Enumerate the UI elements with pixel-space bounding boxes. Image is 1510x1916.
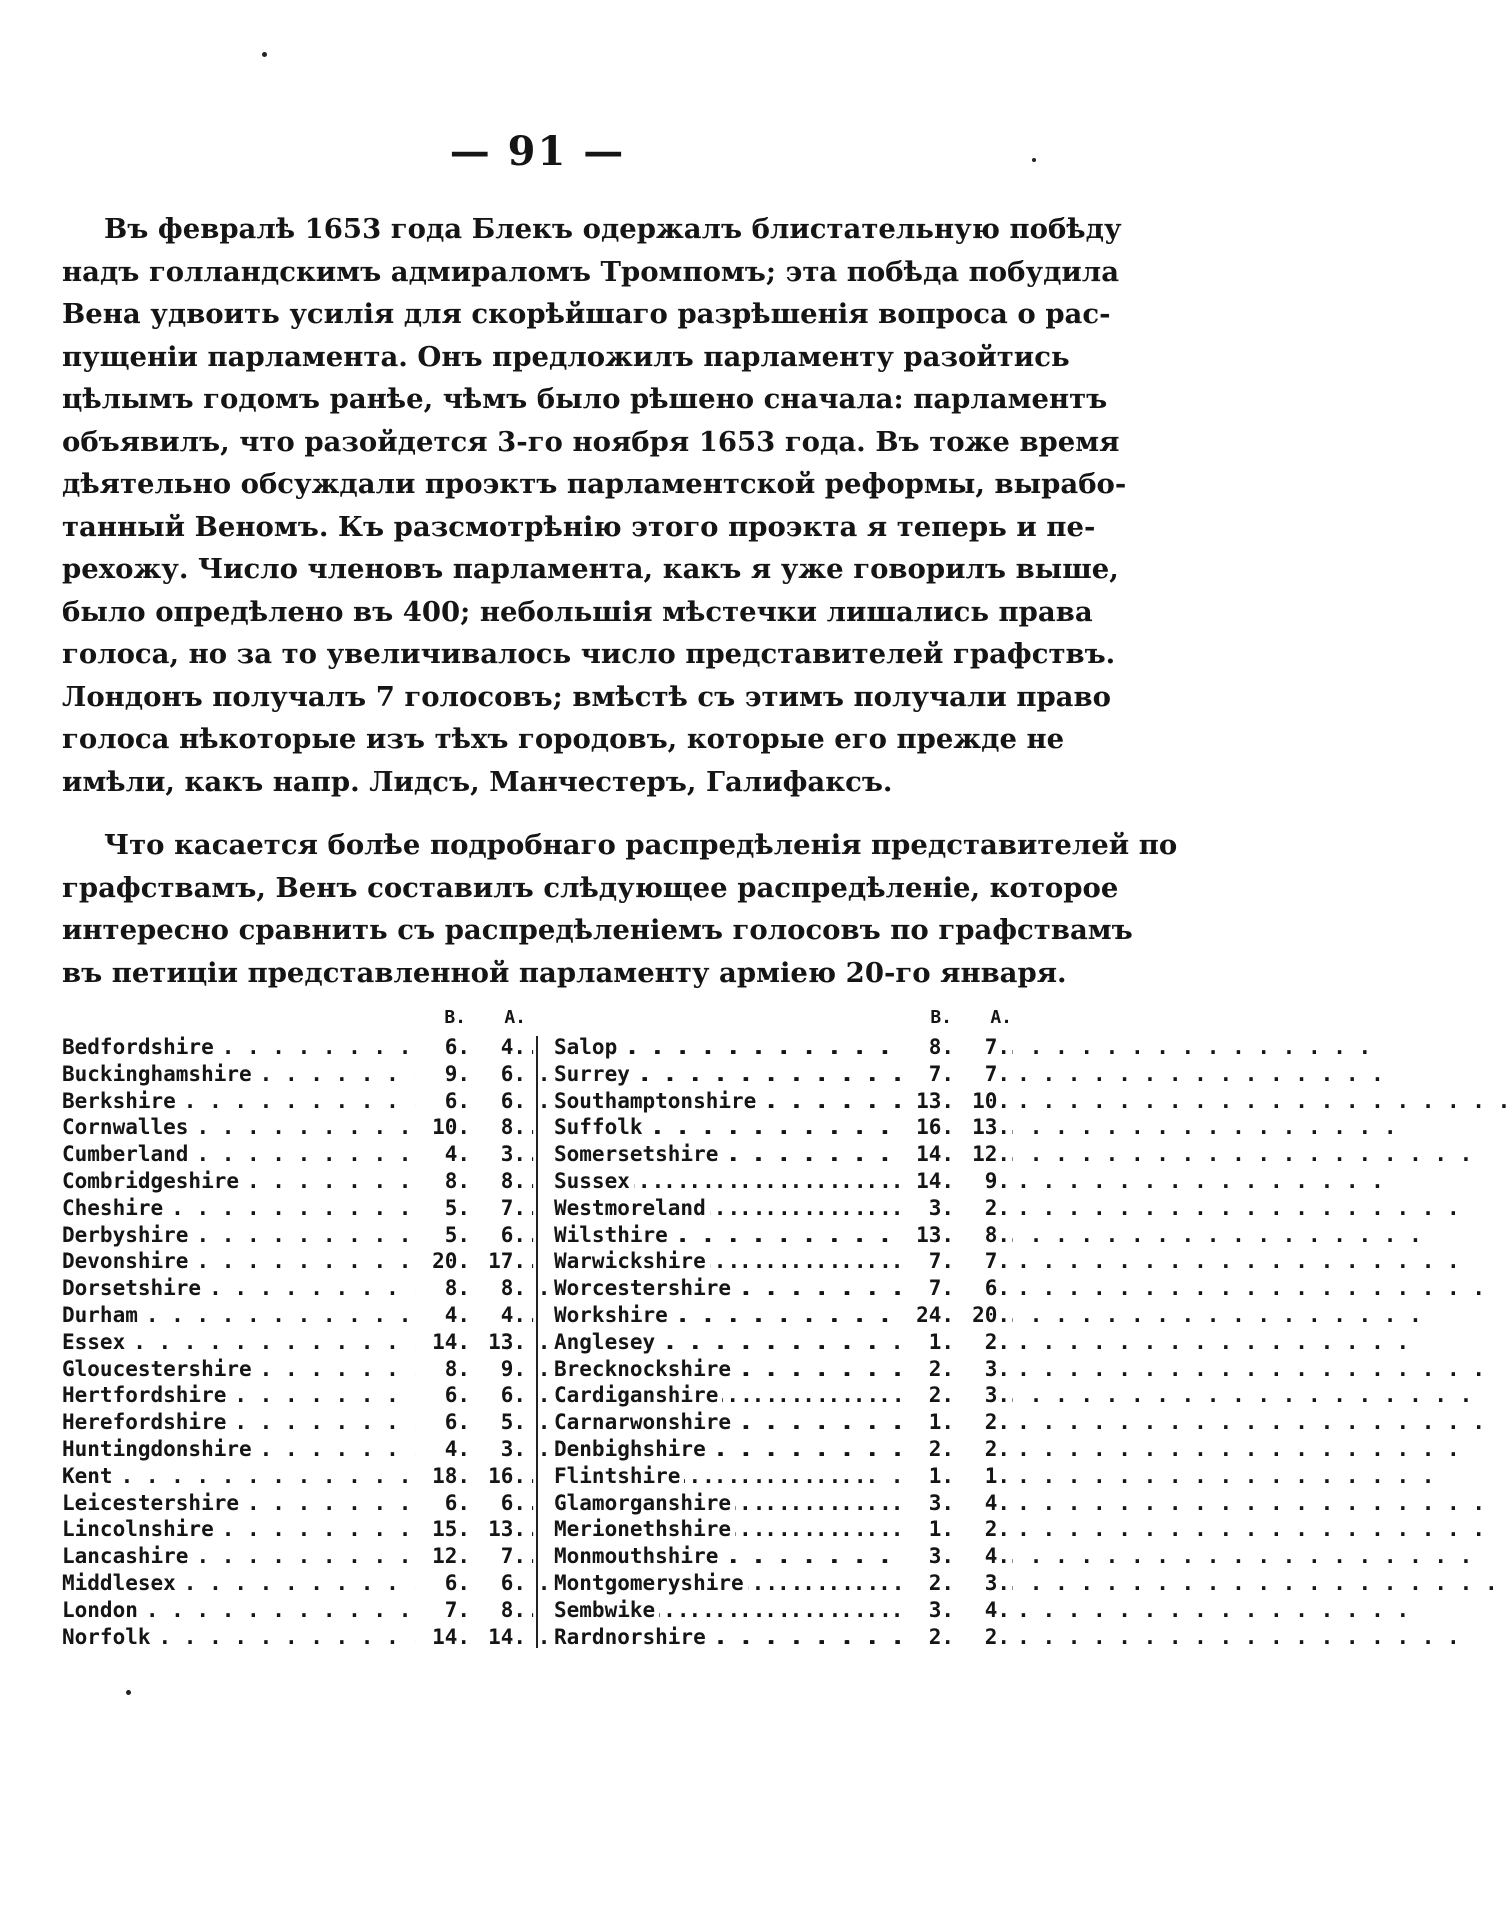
value-b: 3. [906,1195,954,1222]
value-b: 6. [416,1034,470,1061]
county-name: Cumberland [62,1142,192,1166]
county-name-cell [554,1088,906,1115]
value-b: 8. [416,1275,470,1302]
value-b: 5. [416,1195,470,1222]
value-a: 13. [470,1329,532,1356]
value-a: 6. [470,1570,532,1597]
value-a: 7. [954,1034,1012,1061]
county-name-cell [554,1463,906,1490]
county-name: Buckinghamshire [62,1062,256,1086]
value-a: 4. [470,1302,532,1329]
table-row [554,1382,1012,1409]
county-name-cell [62,1061,416,1088]
county-name-cell [62,1088,416,1115]
county-name-cell [554,1356,906,1383]
value-a: 7. [954,1248,1012,1275]
table-row [554,1490,1012,1517]
value-a: 8. [470,1597,532,1624]
table-row [554,1409,1012,1436]
value-b: 18. [416,1463,470,1490]
value-b: 2. [906,1570,954,1597]
county-name-cell [554,1302,906,1329]
table-row [554,1141,1012,1168]
county-name-cell [554,1382,906,1409]
county-name: Hertfordshire [62,1383,230,1407]
value-a: 2. [954,1624,1012,1651]
county-name: Anglesey [554,1330,659,1354]
county-name: Berkshire [62,1089,180,1113]
value-b: 6. [416,1570,470,1597]
value-a: 4. [954,1490,1012,1517]
value-b: 8. [416,1168,470,1195]
value-a: 16. [470,1463,532,1490]
county-name-cell [62,1624,416,1651]
table-row [62,1516,532,1543]
county-name-cell [62,1222,416,1249]
value-a: 6. [470,1222,532,1249]
table-row [62,1382,532,1409]
table-row [554,1302,1012,1329]
county-name-cell [62,1490,416,1517]
text-line: Что касается болѣе подробнаго распредѣленія представителей по [104,829,1178,861]
county-name-cell [62,1597,416,1624]
value-a: 14. [470,1624,532,1651]
paragraph-2 [62,824,1178,994]
value-a: 6. [470,1490,532,1517]
value-b: 7. [906,1248,954,1275]
value-b: 10. [416,1114,470,1141]
county-name-cell [62,1329,416,1356]
table-row [62,1275,532,1302]
value-b: 6. [416,1088,470,1115]
value-b: 12. [416,1543,470,1570]
column-header-b: В. [444,1007,466,1028]
county-name-cell [554,1436,906,1463]
county-name-cell [554,1248,906,1275]
county-name-cell [62,1248,416,1275]
county-name-cell [554,1543,906,1570]
county-name: Flintshire [554,1464,684,1488]
value-a: 4. [954,1543,1012,1570]
county-name-cell [554,1034,906,1061]
value-a: 1. [954,1463,1012,1490]
page-number: — 91 — [449,128,626,175]
county-name: Dorsetshire [62,1276,205,1300]
county-name: Suffolk [554,1115,647,1139]
table-row [62,1490,532,1517]
value-b: 8. [906,1034,954,1061]
value-a: 8. [470,1168,532,1195]
county-name: Cardiganshire [554,1383,722,1407]
county-name: Devonshire [62,1249,192,1273]
county-name-cell [554,1597,906,1624]
value-b: 2. [906,1624,954,1651]
value-b: 8. [416,1356,470,1383]
value-b: 6. [416,1382,470,1409]
table-row [554,1329,1012,1356]
county-name: Combridgeshire [62,1169,243,1193]
county-name: Carnarwonshire [554,1410,735,1434]
value-a: 13. [470,1516,532,1543]
value-b: 24. [906,1302,954,1329]
table-row [62,1222,532,1249]
county-name-cell [554,1409,906,1436]
text-line: танный Веномъ. Къ разсмотрѣнію этого проэкта я теперь и пе- [62,510,1096,543]
column-header-a: А. [990,1007,1012,1028]
county-name-cell [62,1409,416,1436]
county-name-cell [554,1195,906,1222]
county-representation-table [62,1002,1012,1652]
value-b: 4. [416,1436,470,1463]
table-row [554,1436,1012,1463]
county-name: Wilsthire [554,1223,672,1247]
table-row [62,1436,532,1463]
table-row [62,1329,532,1356]
value-b: 7. [906,1061,954,1088]
table-row [554,1195,1012,1222]
text-line: объявилъ, что разойдется 3-го ноября 1653 года. Въ тоже время [62,425,1120,458]
value-b: 14. [906,1141,954,1168]
value-a: 20. [954,1302,1012,1329]
table-row [554,1516,1012,1543]
value-a: 2. [954,1329,1012,1356]
value-b: 16. [906,1114,954,1141]
text-line: пущеніи парламента. Онъ предложилъ парламенту разойтись [62,340,1070,373]
county-name: Warwickshire [554,1249,710,1273]
value-a: 2. [954,1409,1012,1436]
county-name: Monmouthshire [554,1544,722,1568]
column-header-a: А. [504,1007,526,1028]
county-name: Workshire [554,1303,672,1327]
value-b: 1. [906,1516,954,1543]
table-row [554,1275,1012,1302]
county-name-cell [554,1061,906,1088]
value-b: 2. [906,1382,954,1409]
value-a: 17. [470,1248,532,1275]
text-line: рехожу. Число членовъ парламента, какъ я уже говорилъ выше, [62,553,1119,585]
county-name-cell [554,1168,906,1195]
county-name-cell [62,1302,416,1329]
county-name: Herefordshire [62,1410,230,1434]
county-name: Merionethshire [554,1517,735,1541]
table-row [554,1061,1012,1088]
county-name: Rardnorshire [554,1625,710,1649]
county-name-cell [62,1356,416,1383]
ink-speck [126,1690,131,1695]
value-b: 4. [416,1141,470,1168]
table-row [554,1114,1012,1141]
value-a: 2. [954,1195,1012,1222]
value-a: 6. [470,1088,532,1115]
county-name-cell [62,1516,416,1543]
value-a: 2. [954,1516,1012,1543]
table-row [554,1248,1012,1275]
table-row [62,1463,532,1490]
county-name-cell [554,1570,906,1597]
table-row [62,1034,532,1061]
value-b: 14. [906,1168,954,1195]
text-line: голоса, но за то увеличивалось число представителей графствъ. [62,638,1116,670]
county-name: Sembwike [554,1598,659,1622]
county-name: Montgomeryshire [554,1571,748,1595]
table-row [62,1597,532,1624]
county-name-cell [62,1168,416,1195]
value-a: 7. [470,1195,532,1222]
table-row [62,1356,532,1383]
text-line: имѣли, какъ напр. Лидсъ, Манчестеръ, Галифаксъ. [62,765,893,798]
value-a: 8. [470,1275,532,1302]
value-b: 15. [416,1516,470,1543]
value-b: 20. [416,1248,470,1275]
county-name-cell [62,1543,416,1570]
county-name: Middlesex [62,1571,180,1595]
paragraph-1 [62,208,1127,803]
county-name-cell [554,1275,906,1302]
value-a: 3. [470,1141,532,1168]
value-a: 3. [954,1356,1012,1383]
value-b: 6. [416,1409,470,1436]
county-name: London [62,1598,142,1622]
county-name-cell [62,1141,416,1168]
table-row [554,1597,1012,1624]
county-name: Cheshire [62,1196,167,1220]
table-row [554,1463,1012,1490]
text-line: интересно сравнить съ распредѣленіемъ голосовъ по графствамъ [62,914,1133,946]
table-row [62,1088,532,1115]
county-name: Norfolk [62,1625,155,1649]
county-name: Lincolnshire [62,1517,218,1541]
value-a: 10. [954,1088,1012,1115]
table-header [62,1002,532,1034]
county-name: Derbyshire [62,1223,192,1247]
table-row [62,1409,532,1436]
table-right-column [554,1002,1012,1650]
value-b: 13. [906,1088,954,1115]
county-name: Essex [62,1330,129,1354]
county-name-cell [554,1114,906,1141]
value-a: 2. [954,1436,1012,1463]
text-line: голоса нѣкоторые изъ тѣхъ городовъ, которые его прежде не [62,723,1065,755]
value-b: 13. [906,1222,954,1249]
table-row [62,1168,532,1195]
county-name: Bedfordshire [62,1035,218,1059]
table-row [62,1061,532,1088]
table-row [62,1302,532,1329]
value-a: 4. [470,1034,532,1061]
county-name-cell [62,1195,416,1222]
table-row [62,1248,532,1275]
county-name: Denbighshire [554,1437,710,1461]
value-a: 3. [954,1382,1012,1409]
county-name: Huntingdonshire [62,1437,256,1461]
county-name: Salop [554,1035,621,1059]
value-b: 1. [906,1409,954,1436]
county-name: Sussex [554,1169,634,1193]
value-a: 7. [954,1061,1012,1088]
text-line: графствамъ, Венъ составилъ слѣдующее распредѣленіе, которое [62,871,1119,904]
table-row [554,1034,1012,1061]
county-name: Somersetshire [554,1142,722,1166]
text-line: Вена удвоить усилія для скорѣйшаго разрѣшенія вопроса о рас- [62,298,1111,330]
value-a: 3. [954,1570,1012,1597]
county-name-cell [62,1382,416,1409]
county-name: Surrey [554,1062,634,1086]
county-name: Brecknockshire [554,1357,735,1381]
table-row [554,1624,1012,1651]
value-a: 9. [470,1356,532,1383]
county-name: Durham [62,1303,142,1327]
table-row [554,1088,1012,1115]
text-line: Лондонъ получалъ 7 голосовъ; вмѣстѣ съ этимъ получали право [62,680,1111,713]
table-row [554,1570,1012,1597]
value-b: 1. [906,1463,954,1490]
table-row [554,1543,1012,1570]
value-b: 14. [416,1329,470,1356]
county-name-cell [62,1034,416,1061]
text-line: цѣлымъ годомъ ранѣе, чѣмъ было рѣшено сначала: парламентъ [62,383,1108,415]
value-a: 6. [470,1382,532,1409]
column-header-b: В. [930,1007,952,1028]
table-row [554,1168,1012,1195]
value-a: 13. [954,1114,1012,1141]
table-header [554,1002,1012,1034]
county-name: Leicestershire [62,1491,243,1515]
value-a: 4. [954,1597,1012,1624]
value-a: 3. [470,1436,532,1463]
value-a: 12. [954,1141,1012,1168]
text-line: было опредѣлено въ 400; небольшія мѣстечки лишались права [62,595,1093,628]
value-b: 3. [906,1597,954,1624]
county-name-cell [554,1222,906,1249]
table-row [62,1624,532,1651]
county-name-cell [62,1436,416,1463]
value-a: 7. [470,1543,532,1570]
value-b: 5. [416,1222,470,1249]
county-name: Worcestershire [554,1276,735,1300]
county-name: Westmoreland [554,1196,710,1220]
text-line: дѣятельно обсуждали проэктъ парламентской реформы, вырабо- [62,468,1127,500]
county-name: Kent [62,1464,117,1488]
county-name: Southamptonshire [554,1089,760,1113]
value-b: 1. [906,1329,954,1356]
table-row [62,1114,532,1141]
county-name-cell [554,1141,906,1168]
value-b: 7. [906,1275,954,1302]
county-name: Gloucestershire [62,1357,256,1381]
county-name-cell [62,1570,416,1597]
table-left-column [62,1002,532,1650]
county-name: Glamorganshire [554,1491,735,1515]
county-name-cell [554,1329,906,1356]
text-line: Въ февралѣ 1653 года Блекъ одержалъ блистательную побѣду [104,213,1122,245]
value-a: 9. [954,1168,1012,1195]
value-b: 9. [416,1061,470,1088]
county-name-cell [554,1624,906,1651]
value-a: 8. [954,1222,1012,1249]
county-name-cell [554,1516,906,1543]
table-row [554,1356,1012,1383]
value-b: 2. [906,1356,954,1383]
value-a: 6. [470,1061,532,1088]
county-name-cell [62,1114,416,1141]
column-divider [536,1036,538,1648]
county-name-cell [62,1275,416,1302]
county-name-cell [62,1463,416,1490]
table-row [554,1222,1012,1249]
county-name-cell [554,1490,906,1517]
ink-speck [262,52,267,57]
value-b: 7. [416,1597,470,1624]
table-row [62,1543,532,1570]
table-row [62,1141,532,1168]
text-line: надъ голландскимъ адмираломъ Тромпомъ; эта побѣда побудила [62,255,1120,288]
value-b: 3. [906,1490,954,1517]
value-b: 14. [416,1624,470,1651]
text-line: въ петиціи представленной парламенту арміею 20-го января. [62,956,1067,989]
value-a: 8. [470,1114,532,1141]
value-b: 2. [906,1436,954,1463]
county-name: Cornwalles [62,1115,192,1139]
table-row [62,1570,532,1597]
table-row [62,1195,532,1222]
county-name: Lancashire [62,1544,192,1568]
value-b: 6. [416,1490,470,1517]
value-a: 5. [470,1409,532,1436]
value-b: 3. [906,1543,954,1570]
value-b: 4. [416,1302,470,1329]
value-a: 6. [954,1275,1012,1302]
